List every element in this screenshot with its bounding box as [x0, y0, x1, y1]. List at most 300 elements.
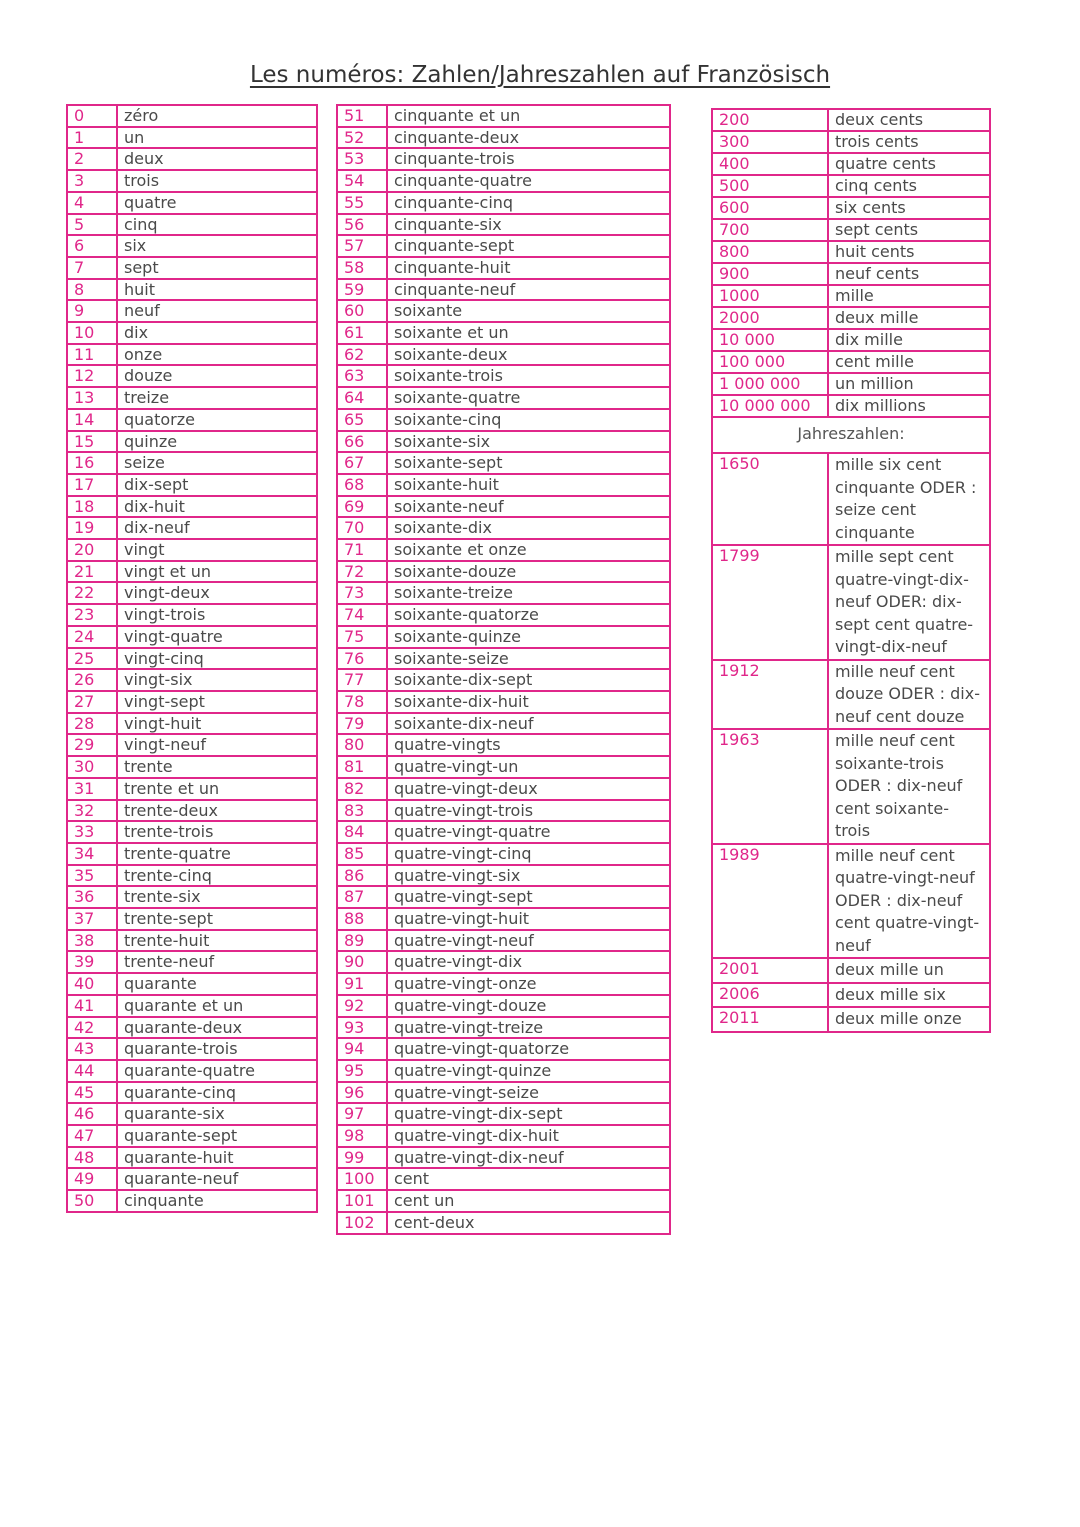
word-cell: soixante-trois	[387, 365, 670, 387]
number-row	[337, 778, 670, 800]
number-row	[67, 214, 317, 236]
number-row	[337, 843, 670, 865]
number-cell: 13	[67, 387, 117, 409]
number-cell: 22	[67, 582, 117, 604]
word-cell: cinquante-sept	[387, 235, 670, 257]
number-row	[712, 241, 990, 263]
word-cell: sept cents	[828, 219, 990, 241]
number-cell: 91	[337, 973, 387, 995]
number-cell: 800	[712, 241, 828, 263]
word-cell: mille neuf cent douze ODER : dix-neuf cent douze	[828, 660, 990, 730]
years-heading: Jahreszahlen:	[712, 417, 990, 453]
number-cell: 87	[337, 886, 387, 908]
word-cell: soixante	[387, 300, 670, 322]
number-cell: 8	[67, 279, 117, 301]
number-row	[67, 192, 317, 214]
number-cell: 2011	[712, 1007, 828, 1032]
number-row	[67, 908, 317, 930]
number-row	[67, 539, 317, 561]
word-cell: soixante-quinze	[387, 626, 670, 648]
number-cell: 36	[67, 886, 117, 908]
word-cell: quarante-huit	[117, 1147, 317, 1169]
word-cell: quarante-sept	[117, 1125, 317, 1147]
number-cell: 2	[67, 148, 117, 170]
word-cell: vingt-huit	[117, 713, 317, 735]
number-cell: 5	[67, 214, 117, 236]
number-row	[337, 214, 670, 236]
word-cell: quarante-six	[117, 1103, 317, 1125]
word-cell: vingt et un	[117, 561, 317, 583]
number-cell: 94	[337, 1038, 387, 1060]
number-row	[337, 1125, 670, 1147]
number-row	[337, 1038, 670, 1060]
number-row	[337, 669, 670, 691]
word-cell: cent	[387, 1168, 670, 1190]
word-cell: dix-huit	[117, 496, 317, 518]
number-cell: 82	[337, 778, 387, 800]
word-cell: quatre cents	[828, 153, 990, 175]
number-row	[67, 734, 317, 756]
word-cell: vingt	[117, 539, 317, 561]
number-cell: 2006	[712, 983, 828, 1008]
number-row	[67, 1190, 317, 1212]
number-row	[337, 387, 670, 409]
number-row	[67, 300, 317, 322]
word-cell: deux cents	[828, 109, 990, 131]
number-cell: 2000	[712, 307, 828, 329]
number-row	[67, 127, 317, 149]
word-cell: vingt-cinq	[117, 648, 317, 670]
word-cell: mille sept cent quatre-vingt-dix-neuf ODER: dix-sept cent quatre-vingt-dix-neuf	[828, 545, 990, 660]
word-cell: soixante-dix-sept	[387, 669, 670, 691]
number-row	[337, 1017, 670, 1039]
number-row	[337, 322, 670, 344]
word-cell: quatre-vingt-quatorze	[387, 1038, 670, 1060]
word-cell: quarante-deux	[117, 1017, 317, 1039]
number-cell: 79	[337, 713, 387, 735]
number-row	[337, 648, 670, 670]
number-row	[67, 1103, 317, 1125]
word-cell: deux mille un	[828, 958, 990, 983]
word-cell: dix-sept	[117, 474, 317, 496]
word-cell: deux	[117, 148, 317, 170]
numbers-table-hundreds-years	[711, 108, 991, 1033]
number-cell: 24	[67, 626, 117, 648]
number-cell: 71	[337, 539, 387, 561]
number-cell: 81	[337, 756, 387, 778]
number-row	[712, 395, 990, 417]
number-row	[67, 365, 317, 387]
number-row	[712, 329, 990, 351]
number-row	[712, 285, 990, 307]
number-row	[712, 373, 990, 395]
number-row	[337, 800, 670, 822]
numbers-table-body	[337, 105, 670, 1234]
word-cell: soixante-sept	[387, 452, 670, 474]
number-row	[337, 626, 670, 648]
number-row	[337, 756, 670, 778]
word-cell: soixante-neuf	[387, 496, 670, 518]
number-cell: 40	[67, 973, 117, 995]
number-cell: 39	[67, 951, 117, 973]
number-cell: 9	[67, 300, 117, 322]
number-row	[712, 131, 990, 153]
number-cell: 34	[67, 843, 117, 865]
word-cell: un	[117, 127, 317, 149]
number-cell: 97	[337, 1103, 387, 1125]
word-cell: quarante-neuf	[117, 1168, 317, 1190]
number-row	[67, 409, 317, 431]
number-cell: 83	[337, 800, 387, 822]
number-cell: 50	[67, 1190, 117, 1212]
number-cell: 25	[67, 648, 117, 670]
number-row	[67, 604, 317, 626]
word-cell: quatre-vingt-sept	[387, 886, 670, 908]
number-cell: 23	[67, 604, 117, 626]
number-cell: 61	[337, 322, 387, 344]
word-cell: neuf cents	[828, 263, 990, 285]
number-row	[67, 821, 317, 843]
word-cell: soixante-dix	[387, 517, 670, 539]
number-row	[67, 756, 317, 778]
number-cell: 4	[67, 192, 117, 214]
number-cell: 43	[67, 1038, 117, 1060]
number-row	[67, 561, 317, 583]
number-row	[337, 474, 670, 496]
number-row	[337, 365, 670, 387]
number-row	[67, 170, 317, 192]
number-row	[337, 517, 670, 539]
number-cell: 0	[67, 105, 117, 127]
word-cell: quarante-quatre	[117, 1060, 317, 1082]
number-cell: 6	[67, 235, 117, 257]
number-cell: 57	[337, 235, 387, 257]
word-cell: quatre-vingts	[387, 734, 670, 756]
number-cell: 101	[337, 1190, 387, 1212]
number-cell: 28	[67, 713, 117, 735]
number-cell: 10 000	[712, 329, 828, 351]
word-cell: soixante et onze	[387, 539, 670, 561]
word-cell: quatre-vingt-huit	[387, 908, 670, 930]
number-row	[67, 843, 317, 865]
word-cell: mille neuf cent soixante-trois ODER : dix-neuf cent soixante-trois	[828, 729, 990, 844]
word-cell: mille neuf cent quatre-vingt-neuf ODER : dix-neuf cent quatre-vingt-neuf	[828, 844, 990, 959]
number-cell: 400	[712, 153, 828, 175]
word-cell: soixante-cinq	[387, 409, 670, 431]
number-cell: 84	[337, 821, 387, 843]
word-cell: onze	[117, 344, 317, 366]
number-cell: 74	[337, 604, 387, 626]
number-cell: 65	[337, 409, 387, 431]
number-row	[337, 170, 670, 192]
number-cell: 32	[67, 800, 117, 822]
number-row	[67, 973, 317, 995]
number-row	[337, 105, 670, 127]
number-cell: 600	[712, 197, 828, 219]
word-cell: soixante et un	[387, 322, 670, 344]
word-cell: cent-deux	[387, 1212, 670, 1234]
number-cell: 11	[67, 344, 117, 366]
number-row	[337, 886, 670, 908]
number-row	[67, 778, 317, 800]
word-cell: trente et un	[117, 778, 317, 800]
word-cell: soixante-dix-huit	[387, 691, 670, 713]
number-cell: 900	[712, 263, 828, 285]
number-row	[337, 951, 670, 973]
word-cell: huit cents	[828, 241, 990, 263]
number-row	[712, 153, 990, 175]
number-row	[337, 1147, 670, 1169]
number-row	[67, 1060, 317, 1082]
word-cell: deux mille	[828, 307, 990, 329]
number-row	[337, 1168, 670, 1190]
word-cell: quarante-cinq	[117, 1082, 317, 1104]
number-row	[337, 192, 670, 214]
number-cell: 44	[67, 1060, 117, 1082]
number-row	[337, 257, 670, 279]
number-row	[712, 109, 990, 131]
number-row	[67, 669, 317, 691]
number-row	[67, 1168, 317, 1190]
number-cell: 58	[337, 257, 387, 279]
word-cell: soixante-deux	[387, 344, 670, 366]
number-cell: 78	[337, 691, 387, 713]
word-cell: deux mille six	[828, 983, 990, 1008]
word-cell: vingt-sept	[117, 691, 317, 713]
number-cell: 55	[337, 192, 387, 214]
numbers-table-0-50	[66, 104, 318, 1213]
number-cell: 17	[67, 474, 117, 496]
number-cell: 42	[67, 1017, 117, 1039]
word-cell: cent mille	[828, 351, 990, 373]
word-cell: vingt-deux	[117, 582, 317, 604]
number-row	[67, 322, 317, 344]
number-cell: 75	[337, 626, 387, 648]
word-cell: vingt-trois	[117, 604, 317, 626]
number-row	[337, 1103, 670, 1125]
word-cell: quatre-vingt-trois	[387, 800, 670, 822]
number-cell: 1799	[712, 545, 828, 660]
number-cell: 77	[337, 669, 387, 691]
word-cell: cinquante-quatre	[387, 170, 670, 192]
word-cell: zéro	[117, 105, 317, 127]
word-cell: cinquante-neuf	[387, 279, 670, 301]
number-row	[337, 561, 670, 583]
number-cell: 66	[337, 431, 387, 453]
word-cell: quatre-vingt-treize	[387, 1017, 670, 1039]
word-cell: dix-neuf	[117, 517, 317, 539]
number-cell: 88	[337, 908, 387, 930]
word-cell: soixante-seize	[387, 648, 670, 670]
word-cell: quatre-vingt-dix-sept	[387, 1103, 670, 1125]
number-row	[712, 197, 990, 219]
number-row	[67, 148, 317, 170]
word-cell: soixante-douze	[387, 561, 670, 583]
word-cell: cinquante-deux	[387, 127, 670, 149]
word-cell: cent un	[387, 1190, 670, 1212]
number-row	[337, 1190, 670, 1212]
number-row	[337, 1082, 670, 1104]
number-cell: 33	[67, 821, 117, 843]
number-row	[337, 973, 670, 995]
word-cell: seize	[117, 452, 317, 474]
number-row	[67, 387, 317, 409]
number-row	[67, 800, 317, 822]
word-cell: sept	[117, 257, 317, 279]
word-cell: cinquante	[117, 1190, 317, 1212]
number-cell: 7	[67, 257, 117, 279]
number-cell: 56	[337, 214, 387, 236]
number-row	[337, 604, 670, 626]
word-cell: cinquante-cinq	[387, 192, 670, 214]
number-cell: 37	[67, 908, 117, 930]
number-cell: 92	[337, 995, 387, 1017]
word-cell: neuf	[117, 300, 317, 322]
number-cell: 70	[337, 517, 387, 539]
number-row	[337, 865, 670, 887]
year-row	[712, 1007, 990, 1032]
word-cell: treize	[117, 387, 317, 409]
year-row	[712, 983, 990, 1008]
year-row	[712, 660, 990, 730]
number-cell: 96	[337, 1082, 387, 1104]
word-cell: trente-cinq	[117, 865, 317, 887]
word-cell: quatre-vingt-deux	[387, 778, 670, 800]
number-cell: 12	[67, 365, 117, 387]
number-cell: 41	[67, 995, 117, 1017]
year-row	[712, 844, 990, 959]
number-cell: 100	[337, 1168, 387, 1190]
word-cell: quatre-vingt-seize	[387, 1082, 670, 1104]
number-cell: 80	[337, 734, 387, 756]
word-cell: dix millions	[828, 395, 990, 417]
number-row	[712, 351, 990, 373]
number-cell: 90	[337, 951, 387, 973]
number-row	[67, 517, 317, 539]
number-cell: 14	[67, 409, 117, 431]
number-row	[337, 691, 670, 713]
number-cell: 93	[337, 1017, 387, 1039]
number-cell: 300	[712, 131, 828, 153]
number-cell: 1000	[712, 285, 828, 307]
number-cell: 45	[67, 1082, 117, 1104]
word-cell: cinq	[117, 214, 317, 236]
word-cell: mille six cent cinquante ODER : seize cent cinquante	[828, 453, 990, 545]
number-cell: 1912	[712, 660, 828, 730]
number-cell: 3	[67, 170, 117, 192]
word-cell: vingt-neuf	[117, 734, 317, 756]
word-cell: quinze	[117, 431, 317, 453]
number-row	[67, 431, 317, 453]
word-cell: douze	[117, 365, 317, 387]
word-cell: cinquante-six	[387, 214, 670, 236]
years-table-body	[712, 453, 990, 1032]
number-row	[337, 235, 670, 257]
word-cell: quatre-vingt-quatre	[387, 821, 670, 843]
number-cell: 98	[337, 1125, 387, 1147]
number-row	[67, 1038, 317, 1060]
word-cell: mille	[828, 285, 990, 307]
word-cell: trente-neuf	[117, 951, 317, 973]
word-cell: six cents	[828, 197, 990, 219]
word-cell: huit	[117, 279, 317, 301]
number-cell: 47	[67, 1125, 117, 1147]
hundreds-table-body	[712, 109, 990, 417]
number-row	[337, 582, 670, 604]
number-cell: 59	[337, 279, 387, 301]
number-cell: 52	[337, 127, 387, 149]
word-cell: quatre-vingt-dix-neuf	[387, 1147, 670, 1169]
number-row	[67, 886, 317, 908]
number-cell: 1963	[712, 729, 828, 844]
number-cell: 30	[67, 756, 117, 778]
word-cell: quatre-vingt-quinze	[387, 1060, 670, 1082]
year-row	[712, 729, 990, 844]
number-row	[337, 279, 670, 301]
number-cell: 10 000 000	[712, 395, 828, 417]
word-cell: trente-deux	[117, 800, 317, 822]
number-cell: 1	[67, 127, 117, 149]
number-row	[712, 175, 990, 197]
year-row	[712, 958, 990, 983]
number-row	[67, 1147, 317, 1169]
number-row	[337, 821, 670, 843]
number-row	[67, 235, 317, 257]
number-cell: 53	[337, 148, 387, 170]
word-cell: six	[117, 235, 317, 257]
number-cell: 95	[337, 1060, 387, 1082]
number-cell: 1989	[712, 844, 828, 959]
number-cell: 15	[67, 431, 117, 453]
number-cell: 49	[67, 1168, 117, 1190]
number-row	[712, 263, 990, 285]
number-row	[337, 452, 670, 474]
word-cell: vingt-six	[117, 669, 317, 691]
number-cell: 46	[67, 1103, 117, 1125]
number-cell: 85	[337, 843, 387, 865]
number-row	[337, 713, 670, 735]
number-cell: 20	[67, 539, 117, 561]
word-cell: quatre-vingt-dix	[387, 951, 670, 973]
number-cell: 64	[337, 387, 387, 409]
number-row	[337, 127, 670, 149]
number-cell: 73	[337, 582, 387, 604]
numbers-table-51-102	[336, 104, 671, 1235]
number-row	[337, 539, 670, 561]
number-cell: 29	[67, 734, 117, 756]
word-cell: quatorze	[117, 409, 317, 431]
word-cell: cinquante-huit	[387, 257, 670, 279]
number-row	[67, 279, 317, 301]
number-row	[337, 300, 670, 322]
number-cell: 69	[337, 496, 387, 518]
word-cell: deux mille onze	[828, 1007, 990, 1032]
word-cell: vingt-quatre	[117, 626, 317, 648]
number-row	[337, 431, 670, 453]
number-cell: 89	[337, 930, 387, 952]
number-row	[337, 734, 670, 756]
number-cell: 500	[712, 175, 828, 197]
number-cell: 102	[337, 1212, 387, 1234]
number-row	[67, 344, 317, 366]
number-row	[67, 1082, 317, 1104]
number-cell: 1650	[712, 453, 828, 545]
number-row	[67, 995, 317, 1017]
year-row	[712, 545, 990, 660]
number-cell: 62	[337, 344, 387, 366]
number-row	[67, 626, 317, 648]
word-cell: quarante-trois	[117, 1038, 317, 1060]
